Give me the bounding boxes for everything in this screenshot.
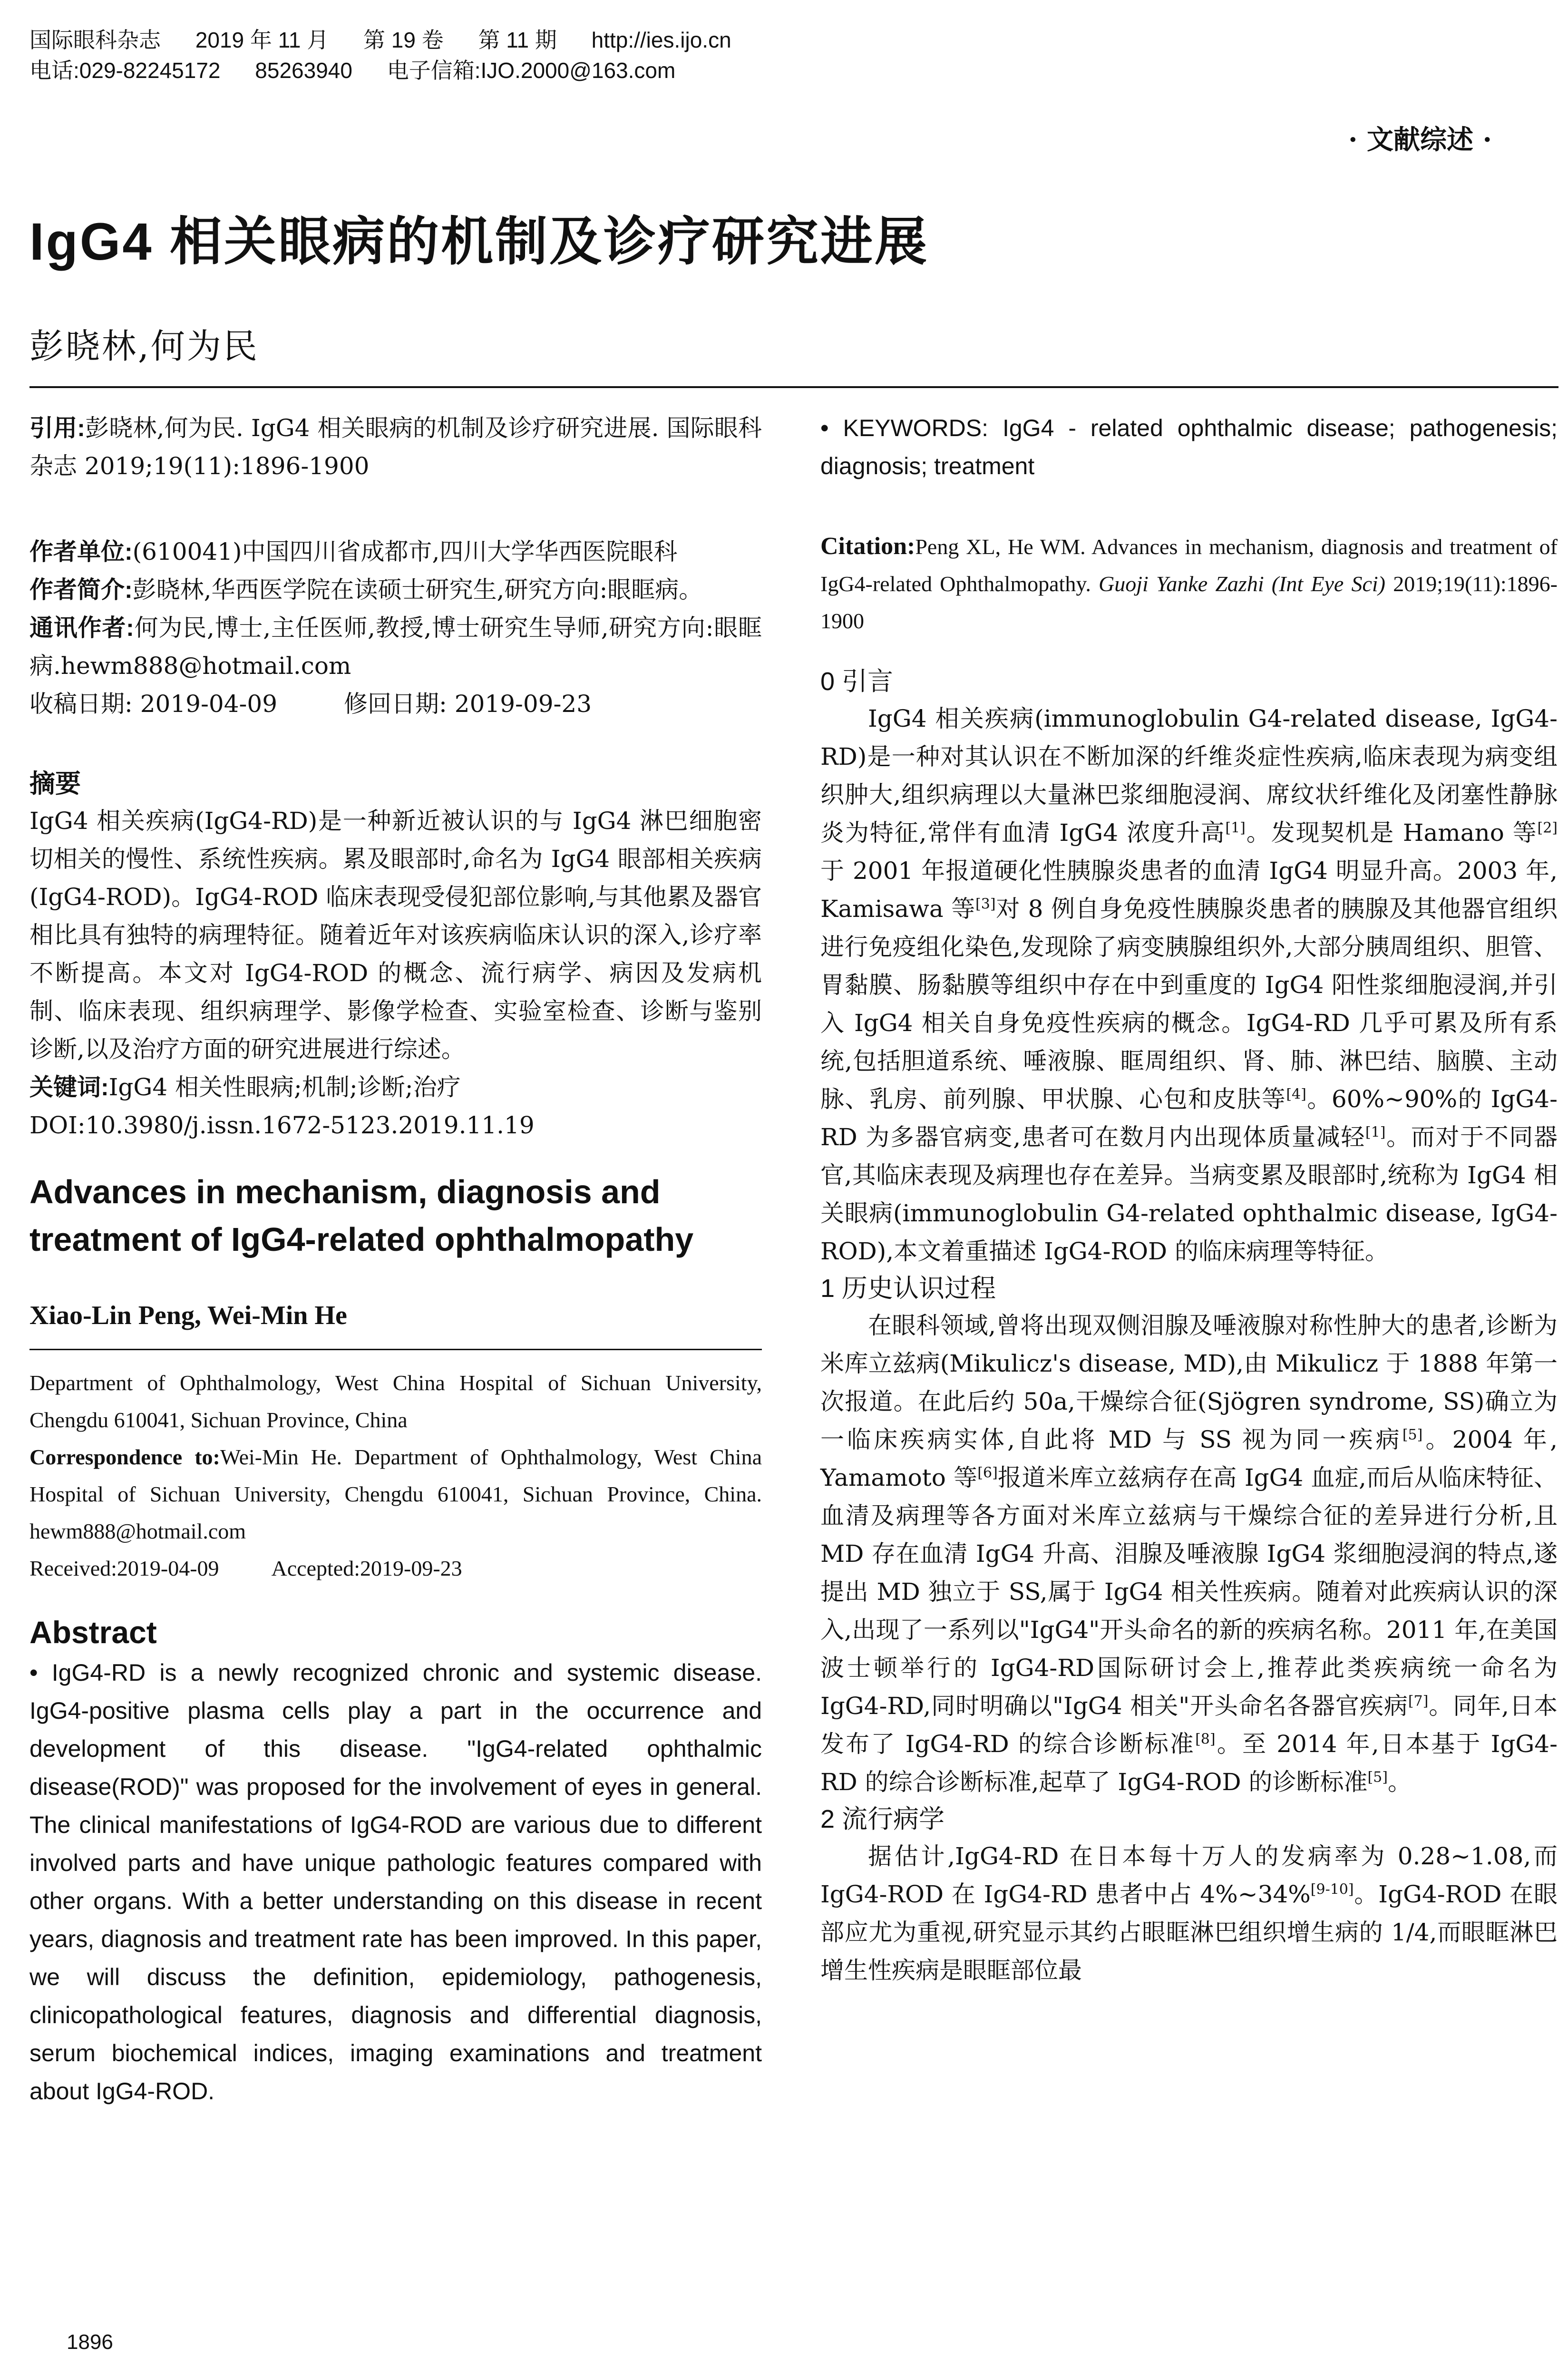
- english-abstract-text: • IgG4-RD is a newly recognized chronic and systemic disease. IgG4-positive plasma cells play a part in the occurrence and development of this disease. "IgG4-related ophthalmic disease(ROD)" was proposed for the involvement of eyes in general. The clinical manifestations of IgG4-ROD are various due to different involved parts and have unique pathologic features compared with other organs. With a better understanding on this disease in recent years, diagnosis and treatment rate has been improved. In this paper, we will discuss the definition, epidemiology, pathogenesis, clinicopathological features, diagnosis and differential diagnosis, serum biochemical indices, imaging examinations and treatment about IgG4-ROD.: [29, 1659, 762, 2104]
- citation-cn: 引用:彭晓林,何为民. IgG4 相关眼病的机制及诊疗研究进展. 国际眼科杂志 2019;19(11):1896-1900: [29, 414, 762, 480]
- history-heading: 1 历史认识过程: [820, 1274, 996, 1303]
- email[interactable]: 电子信箱:IJO.2000@163.com: [387, 58, 676, 83]
- english-department: Department of Ophthalmology, West China Hospital of Sichuan University, Chengdu 610041, Sichuan Province, China: [29, 1371, 762, 1432]
- ref-link[interactable]: [5]: [1402, 1426, 1423, 1443]
- intro-heading: 0 引言: [820, 667, 894, 696]
- journal-header: [29, 25, 1551, 86]
- ref-link[interactable]: [2]: [1537, 819, 1558, 837]
- abstract-cn-text: IgG4 相关疾病(IgG4-RD)是一种新近被认识的与 IgG4 淋巴细胞密切相关的慢性、系统性疾病。累及眼部时,命名为 IgG4 眼部相关疾病(IgG4-ROD)。IgG4-ROD 临床表现受侵犯部位影响,与其他累及器官相比具有独特的病理特征。随着近年对该疾病临床认识的深入,诊疗率不断提高。本文对 IgG4-ROD 的概念、流行病学、病因及发病机制、临床表现、组织病理学、影像学检查、实验室检查、诊断与鉴别诊断,以及治疗方面的研究进展进行综述。: [29, 807, 762, 1063]
- history-text: 在眼科领域,曾将出现双侧泪腺及唾液腺对称性肿大的患者,诊断为米库立兹病(Mikulicz's disease, MD),由 Mikulicz 于 1888 年第一次报道。在此后约 50a,干燥综合征(Sjögren syndrome, SS)确立为一临床疾病实体,自此将 MD 与 SS 视为同一疾病[5]。2004 年, Yamamoto 等[6]报道米库立兹病存在高 IgG4 血症,而后从临床特征、血清及病理等各方面对米库立兹病与干燥综合征的差异进行分析,且 MD 存在血清 IgG4 升高、泪腺及唾液腺 IgG4 浆细胞浸润的特点,遂提出 MD 独立于 SS,属于 IgG4 相关性疾病。随着对此疾病认识的深入,出现了一系列以"IgG4"开头命名的新的疾病名称。2011 年,在美国波士顿举行的 IgG4-RD国际研讨会上,推荐此类疾病统一命名为 IgG4-RD,同时明确以"IgG4 相关"开头命名各器官疾病[7]。同年,日本发布了 IgG4-RD 的综合诊断标准[8]。至 2014 年,日本基于 IgG4-RD 的综合诊断标准,起草了 IgG4-ROD 的诊断标准[5]。: [820, 1312, 1558, 1796]
- english-dates: Received:2019-04-09 Accepted:2019-09-23: [29, 1556, 462, 1580]
- corresponding-author: 通讯作者:何为民,博士,主任医师,教授,博士研究生导师,研究方向:眼眶病.hewm888@hotmail.com: [29, 614, 762, 680]
- english-title: Advances in mechanism, diagnosis and treatment of IgG4-related ophthalmopathy: [29, 1173, 694, 1258]
- header-line-2: [29, 55, 1551, 86]
- left-column: [29, 409, 762, 2110]
- author-unit: 作者单位:(610041)中国四川省成都市,四川大学华西医院眼科: [29, 538, 678, 565]
- author-bio: 作者简介:彭晓林,华西医学院在读硕士研究生,研究方向:眼眶病。: [29, 576, 703, 604]
- doi[interactable]: DOI:10.3980/j.issn.1672-5123.2019.11.19: [29, 1111, 535, 1139]
- dates-cn: 收稿日期: 2019-04-09 修回日期: 2019-09-23: [29, 690, 592, 718]
- paper-title: IgG4 相关眼病的机制及诊疗研究进展: [29, 213, 929, 271]
- english-abstract-heading: Abstract: [29, 1615, 157, 1650]
- phone: 电话:029-82245172: [29, 58, 221, 83]
- ref-link[interactable]: [8]: [1195, 1731, 1216, 1748]
- header-line-1: [29, 25, 1551, 55]
- english-citation: Citation:Peng XL, He WM. Advances in mechanism, diagnosis and treatment of IgG4-related Ophthalmopathy. Guoji Yanke Zazhi (Int Eye Sci) 2019;19(11):1896-1900: [820, 533, 1558, 633]
- right-column: [820, 409, 1558, 1989]
- phone-2: 85263940: [255, 58, 352, 83]
- abstract-cn-heading: 摘要: [29, 770, 81, 798]
- authors-cn: 彭晓林,何为民: [29, 326, 259, 366]
- epidemiology-heading: 2 流行病学: [820, 1805, 945, 1833]
- journal-url[interactable]: http://ies.ijo.cn: [591, 28, 731, 52]
- keywords-cn: 关键词:IgG4 相关性眼病;机制;诊断;治疗: [29, 1073, 461, 1101]
- intro-text: IgG4 相关疾病(immunoglobulin G4-related disease, IgG4-RD)是一种对其认识在不断加深的纤维炎症性疾病,临床表现为病变组织肿大,组织病理以大量淋巴浆细胞浸润、席纹状纤维化及闭塞性静脉炎为特征,常伴有血清 IgG4 浓度升高[1]。发现契机是 Hamano 等[2]于 2001 年报道硬化性胰腺炎患者的血清 IgG4 明显升高。2003 年, Kamisawa 等[3]对 8 例自身免疫性胰腺炎患者的胰腺及其他器官组织进行免疫组化染色,发现除了病变胰腺组织外,大部分胰周组织、胆管、胃黏膜、肠黏膜等组织中存在中到重度的 IgG4 阳性浆细胞浸润,并引入 IgG4 相关自身免疫性疾病的概念。IgG4-RD 几乎可累及所有系统,包括胆道系统、唾液腺、眶周组织、肾、肺、淋巴结、脑膜、主动脉、乳房、前列腺、甲状腺、心包和皮肤等[4]。60%~90%的 IgG4-RD 为多器官病变,患者可在数月内出现体质量减轻[1]。而对于不同器官,其临床表现及病理也存在差异。当病变累及眼部时,统称为 IgG4 相关眼病(immunoglobulin G4-related ophthalmic disease, IgG4-ROD),本文着重描述 IgG4-ROD 的临床病理等特征。: [820, 705, 1558, 1265]
- volume: 第 19 卷: [363, 28, 444, 52]
- english-keywords: • KEYWORDS: IgG4 - related ophthalmic disease; pathogenesis; diagnosis; treatment: [820, 415, 1558, 479]
- issue-date: 2019 年 11 月: [195, 28, 329, 52]
- ref-link[interactable]: [7]: [1408, 1693, 1429, 1710]
- ref-link[interactable]: [5]: [1367, 1769, 1388, 1786]
- page-number: 1896: [67, 2330, 113, 2354]
- epidemiology-text: 据估计,IgG4-RD 在日本每十万人的发病率为 0.28~1.08,而 IgG4-ROD 在 IgG4-RD 患者中占 4%~34%[9-10]。IgG4-ROD 在眼部应尤为重视,研究显示其约占眼眶淋巴组织增生病的 1/4,而眼眶淋巴增生性疾病是眼眶部位最: [820, 1842, 1558, 1984]
- ref-link[interactable]: [9-10]: [1310, 1881, 1354, 1898]
- journal-name: 国际眼科杂志: [29, 28, 161, 52]
- ref-link[interactable]: [1]: [1365, 1124, 1386, 1141]
- english-correspondence: Correspondence to:Wei-Min He. Department of Ophthalmology, West China Hospital of Sichuan University, Chengdu 610041, Sichuan Province, China. hewm888@hotmail.com: [29, 1445, 762, 1543]
- section-tag: · 文献综述 ·: [1348, 124, 1492, 156]
- ref-link[interactable]: [1]: [1225, 819, 1246, 837]
- issue-number: 第 11 期: [478, 28, 557, 52]
- ref-link[interactable]: [3]: [975, 896, 996, 913]
- english-authors: Xiao-Lin Peng, Wei-Min He: [29, 1301, 347, 1330]
- ref-link[interactable]: [4]: [1286, 1086, 1306, 1103]
- title-divider: [29, 386, 1558, 388]
- ref-link[interactable]: [6]: [977, 1464, 998, 1481]
